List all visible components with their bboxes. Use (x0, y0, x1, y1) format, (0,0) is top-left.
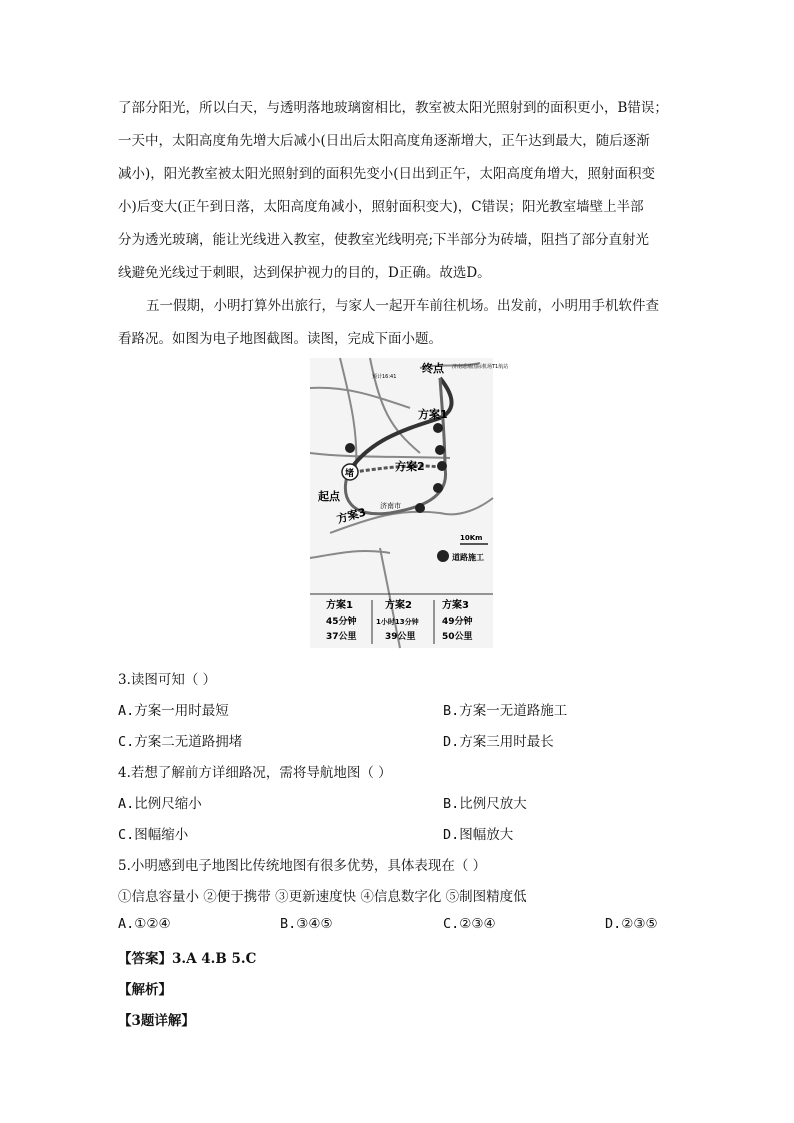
intro-line-6: 线避免光线过于刺眼，达到保护视力的目的，D正确。故选D。 (118, 265, 491, 281)
summary-route2-time: 1小时13分钟 (376, 618, 419, 626)
intro-line-2: 一天中，太阳高度角先增大后减小(日出后太阳高度角逐渐增大，正午达到最大，随后逐渐 (118, 133, 650, 149)
q5-option-a[interactable]: A.①②④ (118, 916, 171, 932)
summary-route3-name: 方案3 (442, 600, 469, 611)
q3-option-a[interactable]: A.方案一用时最短 (118, 703, 229, 719)
q3-option-d[interactable]: D.方案三用时最长 (443, 734, 554, 750)
q3-detail-heading: 【3题详解】 (118, 1013, 195, 1029)
q4-option-a[interactable]: A.比例尺缩小 (118, 796, 202, 812)
intro-line-4: 小)后变大(正午到日落，太阳高度角减小，照射面积变大)，C错误；阳光教室墙壁上半部 (118, 199, 644, 215)
q4-option-c[interactable]: C.图幅缩小 (118, 827, 189, 843)
summary-route2-distance: 39公里 (385, 632, 416, 642)
q3-option-c[interactable]: C.方案二无道路拥堵 (118, 734, 243, 750)
map-route2-label: 方案2 (395, 460, 425, 473)
analysis-heading: 【解析】 (118, 982, 172, 998)
stem-line-1: 五一假期，小明打算外出旅行，与家人一起开车前往机场。出发前，小明用手机软件查 (146, 298, 659, 314)
q3-option-b[interactable]: B.方案一无道路施工 (443, 703, 568, 719)
q4-option-b[interactable]: B.比例尺放大 (443, 796, 527, 812)
map-time-note: 预计16:41 (372, 374, 397, 380)
q5-items: ①信息容量小 ②便于携带 ③更新速度快 ④信息数字化 ⑤制图精度低 (118, 889, 527, 905)
summary-route1-name: 方案1 (326, 600, 353, 611)
intro-line-3: 减小)，阳光教室被太阳光照射到的面积先变小(日出到正午，太阳高度角增大，照射面积变 (118, 166, 656, 182)
answer-line: 【答案】3.A 4.B 5.C (118, 951, 257, 967)
map-route1-label: 方案1 (418, 408, 448, 421)
q4-option-d[interactable]: D.图幅放大 (443, 827, 514, 843)
stem-line-2: 看路况。如图为电子地图截图。读图，完成下面小题。 (118, 331, 442, 347)
map-jam-label: 堵 (345, 469, 355, 479)
map-end-label: 终点 (422, 362, 444, 375)
map-start-label: 起点 (318, 490, 340, 503)
summary-route2-name: 方案2 (385, 600, 412, 611)
summary-route1-distance: 37公里 (326, 632, 357, 642)
map-city-label: 济南市 (380, 502, 401, 510)
q5-option-c[interactable]: C.②③④ (443, 916, 496, 932)
q5-option-b[interactable]: B.③④⑤ (280, 916, 333, 932)
q5-option-d[interactable]: D.②③⑤ (605, 916, 658, 932)
map-legend-label: 道路施工 (452, 553, 484, 562)
summary-route3-distance: 50公里 (442, 632, 473, 642)
map-airport-note: 济南遥墙国际机场T1航站 (452, 364, 509, 370)
q3-stem: 3.读图可知（ ） (118, 672, 217, 688)
intro-line-5: 分为透光玻璃，能让光线进入教室，使教室光线明亮;下半部分为砖墙，阻挡了部分直射光 (118, 232, 650, 248)
legend-construction-icon (437, 550, 449, 562)
electronic-map-figure (310, 358, 509, 648)
q4-stem: 4.若想了解前方详细路况，需将导航地图（ ） (118, 765, 392, 781)
map-scale-label: 10Km (460, 534, 483, 542)
summary-route3-time: 49分钟 (442, 617, 473, 627)
q5-stem: 5.小明感到电子地图比传统地图有很多优势，具体表现在（ ） (118, 858, 487, 874)
intro-line-1: 了部分阳光，所以白天，与透明落地玻璃窗相比，教室被太阳光照射到的面积更小，B错误； (118, 100, 668, 116)
map-route3-label: 方案3 (335, 505, 368, 526)
summary-route1-time: 45分钟 (326, 617, 357, 627)
